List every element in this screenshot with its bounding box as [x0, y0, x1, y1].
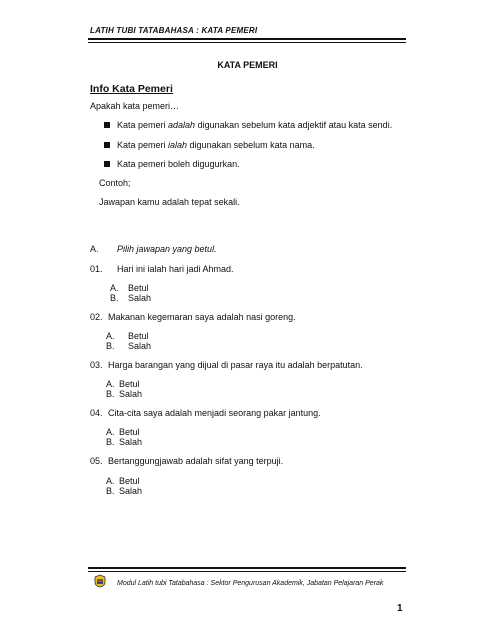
question-text: Hari ini ialah hari jadi Ahmad. [117, 264, 234, 274]
bullet-square-icon [104, 142, 110, 148]
option-text: Salah [128, 293, 152, 303]
bullet-text: Kata pemeri boleh digugurkan. [117, 159, 240, 169]
option-letter: A. [106, 331, 115, 341]
bullet-text: Kata pemeri adalah digunakan sebelum kata adjektif atau kata sendi. [117, 120, 393, 130]
running-header: LATIH TUBI TATABAHASA : KATA PEMERI [90, 26, 258, 35]
option-text: Betul [119, 476, 140, 486]
option-letter: B. [106, 486, 115, 496]
footer-text: Modul Latih tubi Tatabahasa : Sektor Pengurusan Akademik, Jabatan Pelajaran Perak [117, 580, 384, 587]
option-text: Salah [119, 486, 143, 496]
header-rule-thin [88, 42, 406, 43]
question-number: 05. [90, 456, 103, 466]
bullet-text: Kata pemeri ialah digunakan sebelum kata nama. [117, 140, 315, 150]
option-text: Betul [119, 379, 140, 389]
section-label: A. [90, 244, 99, 254]
option-letter: B. [110, 293, 119, 303]
question-text: Cita-cita saya adalah menjadi seorang pakar jantung. [108, 408, 321, 418]
option-letter: A. [110, 283, 119, 293]
option-letter: B. [106, 437, 115, 447]
option-letter: A. [106, 427, 115, 437]
emblem-icon [93, 574, 107, 588]
question-number: 01. [90, 264, 103, 274]
info-heading: Info Kata Pemeri [90, 83, 173, 95]
page-title: KATA PEMERI [217, 60, 278, 70]
option-text: Betul [119, 427, 140, 437]
footer-rule-thin [88, 571, 406, 572]
question-text: Makanan kegemaran saya adalah nasi goreng. [108, 312, 296, 322]
bullet-square-icon [104, 122, 110, 128]
question-text: Harga barangan yang dijual di pasar raya itu adalah berpatutan. [108, 360, 363, 370]
section-instruction: Pilih jawapan yang betul. [117, 244, 217, 254]
question-number: 02. [90, 312, 103, 322]
header-rule-thick [88, 38, 406, 40]
intro-text: Apakah kata pemeri… [90, 101, 180, 111]
question-text: Bertanggungjawab adalah sifat yang terpuji. [108, 456, 284, 466]
option-text: Salah [119, 389, 143, 399]
option-text: Salah [128, 341, 152, 351]
option-letter: B. [106, 389, 115, 399]
example-label: Contoh; [99, 178, 131, 188]
option-letter: A. [106, 476, 115, 486]
option-text: Betul [128, 331, 149, 341]
question-number: 04. [90, 408, 103, 418]
question-number: 03. [90, 360, 103, 370]
option-letter: A. [106, 379, 115, 389]
option-text: Salah [119, 437, 143, 447]
option-letter: B. [106, 341, 115, 351]
option-text: Betul [128, 283, 149, 293]
bullet-square-icon [104, 161, 110, 167]
page-number: 1 [397, 603, 403, 614]
example-text: Jawapan kamu adalah tepat sekali. [99, 197, 240, 207]
footer-rule-thick [88, 567, 406, 569]
